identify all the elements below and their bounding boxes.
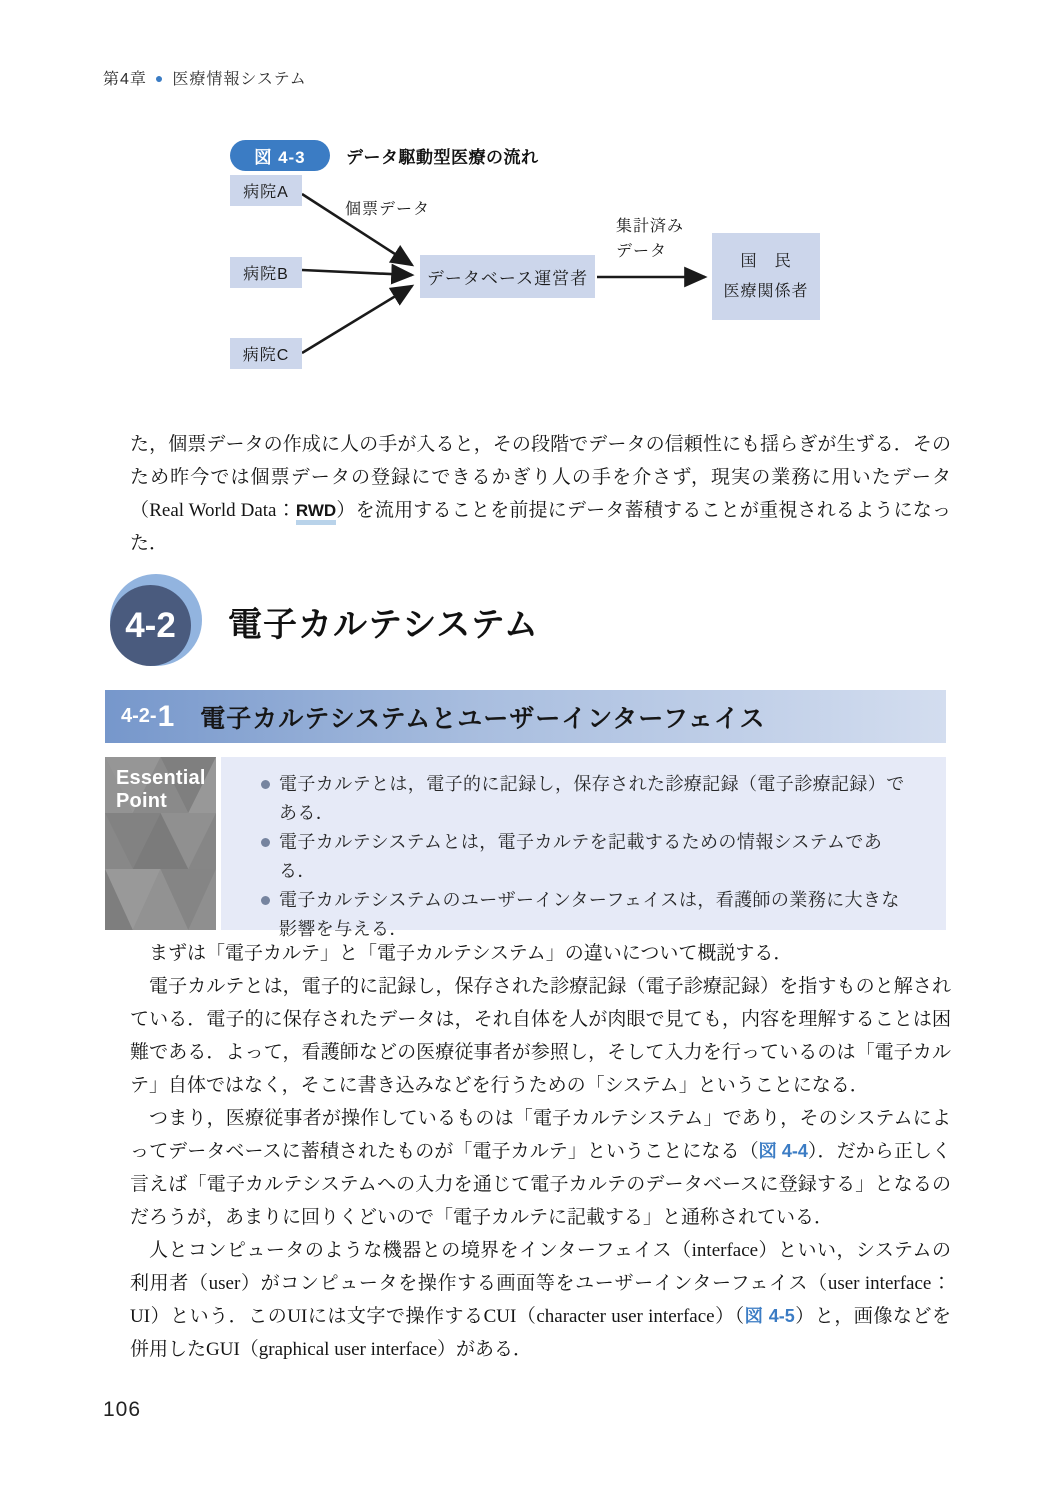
section-heading <box>108 572 539 670</box>
bullet-icon <box>261 896 270 905</box>
section-title: 電子カルテシステム <box>228 605 539 644</box>
essential-bullet-item <box>261 886 916 944</box>
chapter-number: 第4章 <box>103 71 147 88</box>
essential-point-label <box>105 757 216 813</box>
flow-diagram <box>100 170 950 410</box>
essential-point-content <box>221 757 946 939</box>
running-head <box>103 66 307 89</box>
paragraph-3 <box>130 1102 951 1234</box>
figure-caption <box>230 140 539 171</box>
figure-label-badge: 図 4-3 <box>230 140 330 171</box>
bullet-text: 電子カルテシステムのユーザーインターフェイスは，看護師の業務に大きな影響を与える． <box>279 890 900 939</box>
essential-point-label-panel <box>105 757 216 930</box>
chapter-bullet-icon: ● <box>154 69 165 86</box>
chapter-title: 医療情報システム <box>172 71 307 88</box>
bullet-text: 電子カルテとは，電子的に記録し，保存された診療記録（電子診療記録）である． <box>279 774 905 823</box>
aggregated-line1: 集計済み <box>616 218 685 235</box>
bullet-icon <box>261 780 270 789</box>
node-hospital-c: 病院C <box>230 338 302 369</box>
subsection-number <box>121 700 174 734</box>
section-number: 4-2 <box>125 605 176 645</box>
essential-point-box <box>105 757 946 939</box>
intro-paragraph <box>130 428 951 560</box>
node-hospital-a: 病院A <box>230 175 302 206</box>
page-number: 106 <box>103 1398 142 1421</box>
node-hospital-b: 病院B <box>230 257 302 288</box>
subsection-heading-bar <box>105 690 946 743</box>
paragraph-2: 電子カルテとは，電子的に記録し，保存された診療記録（電子診療記録）を指すものと解されている．電子的に保存されたデータは，それ自体を人が肉眼で見ても，内容を理解することは困難である．よって，看護師などの医療従事者が参照し，そして入力を行っているのは「電子カルテ」自体ではなく，そこに書き込みなどを行うための「システム」ということになる． <box>130 976 951 1096</box>
paragraph-1: まずは「電子カルテ」と「電子カルテシステム」の違いについて概説する． <box>149 943 793 964</box>
figure-title: データ駆動型医療の流れ <box>346 148 539 167</box>
paragraph-4 <box>130 1234 951 1366</box>
essential-bullet-item <box>261 770 916 828</box>
aggregated-line2: データ <box>616 243 668 260</box>
edge-label-aggregated-data <box>616 214 684 264</box>
essential-bullet-list <box>261 770 916 944</box>
recipient-line2: 医療関係者 <box>723 282 809 300</box>
intro-text-pre: た，個票データの作成に人の手が入ると，その段階でデータの信頼性にも揺らぎが生ずる．そのため昨今では個票データの登録にできるかぎり人の手を介さず，現実の業務に用いたデータ（Real World Data： <box>130 434 951 521</box>
paragraph-4-pre: 人とコンピュータのような機器との境界をインターフェイス（interface）といい，システムの利用者（user）がコンピュータを操作する画面等をユーザーインターフェイス（user interface：UI）という．このUIには文字で操作するCUI（character user interface）（ <box>130 1240 951 1327</box>
essential-bullet-item <box>261 828 916 886</box>
paragraph-4-post: ）と，画像などを併用したGUI（graphical user interface）がある． <box>130 1306 951 1360</box>
rwd-highlight: RWD <box>296 501 336 525</box>
badge-inner-circle <box>110 585 191 666</box>
paragraph-3-pre: つまり，医療従事者が操作しているものは「電子カルテシステム」であり，そのシステムによってデータベースに蓄積されたものが「電子カルテ」ということになる（ <box>130 1108 951 1162</box>
figure-4-4-reference: 図 4-4 <box>758 1141 808 1161</box>
node-database-operator: データベース運営者 <box>420 255 595 298</box>
intro-text-post: ）を流用することを前提にデータ蓄積することが重視されるようになった． <box>130 500 951 554</box>
recipient-line1: 国 民 <box>740 252 792 270</box>
body-text <box>130 937 951 1366</box>
subsection-number-emphasis: 1 <box>157 699 175 733</box>
node-recipient <box>712 233 820 320</box>
figure-4-5-reference: 図 4-5 <box>744 1306 795 1326</box>
subsection-title: 電子カルテシステムとユーザーインターフェイス <box>200 704 766 733</box>
essential-label-line1: Essential <box>116 767 206 789</box>
bullet-text: 電子カルテシステムとは，電子カルテを記載するための情報システムである． <box>279 832 883 881</box>
paragraph-3-post: ）．だから正しく言えば「電子カルテシステムへの入力を通じて電子カルテのデータベースに登録する」となるのだろうが，あまりに回りくどいので「電子カルテに記載する」と通称されている． <box>130 1141 951 1228</box>
section-number-badge <box>108 572 206 670</box>
bullet-icon <box>261 838 270 847</box>
essential-label-line2: Point <box>116 790 167 812</box>
edge-label-individual-data: 個票データ <box>345 201 431 218</box>
subsection-number-prefix: 4-2- <box>121 705 157 727</box>
